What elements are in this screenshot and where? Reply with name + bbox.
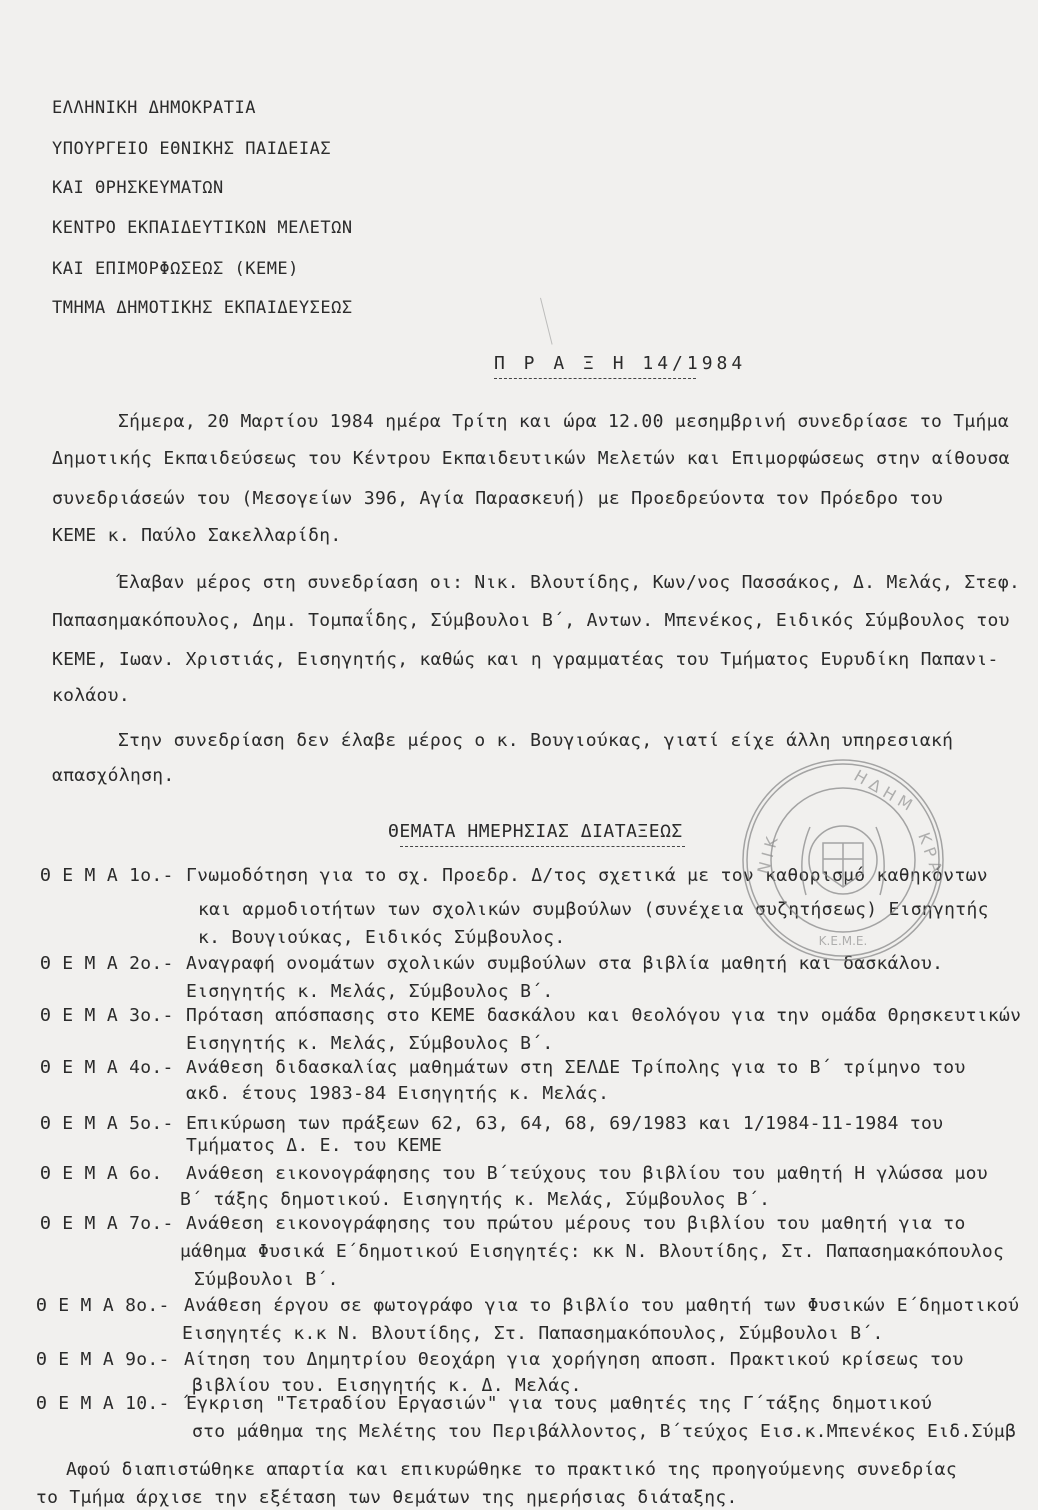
paragraph-line: ΚΕΜΕ, Ιωαν. Χριστιάς, Εισηγητής, καθώς και η γραμματέας του Τμήματος Ευρυδίκη Παπανι- <box>52 649 999 670</box>
svg-text:Κ Ρ Α: Κ Ρ Α <box>914 829 947 876</box>
agenda-item-line: Ανάθεση εικονογράφησης του πρώτου μέρους του βιβλίου του μαθητή για το <box>186 1213 966 1234</box>
paragraph-line: συνεδριάσεών του (Μεσογείων 396, Αγία Παρασκευή) με Προεδρεύοντα τον Πρόεδρο του <box>52 488 943 509</box>
agenda-item-number: Θ Ε Μ Α 2ο.- <box>40 953 174 974</box>
agenda-title-underline <box>400 846 685 847</box>
agenda-item <box>40 1212 1030 1296</box>
svg-text:Ν Ι Κ: Ν Ι Κ <box>753 835 782 877</box>
agenda-item-number: Θ Ε Μ Α 9ο.- <box>36 1349 170 1370</box>
paragraph-line: Σήμερα, 20 Μαρτίου 1984 ημέρα Τρίτη και ώρα 12.00 μεσημβρινή συνεδρίασε το Τμήμα <box>118 411 1009 432</box>
agenda-item <box>40 1004 1030 1064</box>
agenda-item-line: μάθημα Φυσικά Ε΄δημοτικού Εισηγητές: κκ Ν. Βλουτίδης, Στ. Παπασημακόπουλος <box>180 1241 1005 1262</box>
agenda-item-line: Αίτηση του Δημητρίου Θεοχάρη για χορήγηση αποσπ. Πρακτικού κρίσεως του <box>184 1349 964 1370</box>
agenda-item-line: και αρμοδιοτήτων των σχολικών συμβούλων (συνέχεια συζητήσεως) Εισηγητής <box>198 899 989 920</box>
agenda-item-line: Γνωμοδότηση για το σχ. Προεδρ. Δ/τος σχετικά με τον καθορισμό καθηκόντων <box>186 865 988 886</box>
agenda-item-number: Θ Ε Μ Α 10.- <box>36 1393 170 1414</box>
svg-text:Η Δ Η Μ: Η Δ Η Μ <box>850 766 916 815</box>
paragraph-line: απασχόληση. <box>52 765 175 786</box>
agenda-item-line: Σύμβουλοι Β΄. <box>194 1269 339 1290</box>
agenda-item-number: Θ Ε Μ Α 4ο.- <box>40 1057 174 1078</box>
header-line: ΤΜΗΜΑ ΔΗΜΟΤΙΚΗΣ ΕΚΠΑΙΔΕΥΣΕΩΣ <box>52 298 353 318</box>
header-line: ΚΕΝΤΡΟ ΕΚΠΑΙΔΕΥΤΙΚΩΝ ΜΕΛΕΤΩΝ <box>52 218 353 238</box>
paragraph-line: κολάου. <box>52 685 130 706</box>
agenda-item-line: Τμήματος Δ. Ε. του ΚΕΜΕ <box>186 1135 443 1156</box>
paragraph-line: Αφού διαπιστώθηκε απαρτία και επικυρώθηκε το πρακτικό της προηγούμενης συνεδρίας <box>66 1459 957 1480</box>
agenda-title: ΘΕΜΑΤΑ ΗΜΕΡΗΣΙΑΣ ΔΙΑΤΑΞΕΩΣ <box>388 821 683 842</box>
paragraph-line: Δημοτικής Εκπαιδεύσεως του Κέντρου Εκπαιδευτικών Μελετών και Επιμορφώσεως στην αίθουσα <box>52 448 1010 469</box>
header-line: ΥΠΟΥΡΓΕΙΟ ΕΘΝΙΚΗΣ ΠΑΙΔΕΙΑΣ <box>52 139 332 159</box>
paragraph-line: ΚΕΜΕ κ. Παύλο Σακελλαρίδη. <box>52 525 342 546</box>
agenda-item-line: κ. Βουγιούκας, Ειδικός Σύμβουλος. <box>198 927 566 948</box>
agenda-item-line: Επικύρωση των πράξεων 62, 63, 64, 68, 69/1983 και 1/1984-11-1984 του <box>186 1113 944 1134</box>
header-line: ΕΛΛΗΝΙΚΗ ΔΗΜΟΚΡΑΤΙΑ <box>52 98 256 118</box>
agenda-item-line: Εισηγητής κ. Μελάς, Σύμβουλος Β΄. <box>186 981 554 1002</box>
paragraph-line: Παπασημακόπουλος, Δημ. Τομπαΐδης, Σύμβουλοι Β΄, Αντων. Μπενέκος, Ειδικός Σύμβουλος του <box>52 610 1010 631</box>
header-line: ΚΑΙ ΘΡΗΣΚΕΥΜΑΤΩΝ <box>52 178 224 198</box>
agenda-item-number: Θ Ε Μ Α 6ο. <box>40 1163 163 1184</box>
agenda-item-line: Εισηγητές κ.κ Ν. Βλουτίδης, Στ. Παπασημακόπουλος, Σύμβουλοι Β΄. <box>182 1323 884 1344</box>
agenda-item-line: Έγκριση "Τετραδίου Εργασιών" για τους μαθητές της Γ΄τάξης δημοτικού <box>186 1393 933 1414</box>
agenda-item-line: Εισηγητής κ. Μελάς, Σύμβουλος Β΄. <box>186 1033 554 1054</box>
agenda-item-line: ακδ. έτους 1983-84 Εισηγητής κ. Μελάς. <box>186 1083 610 1104</box>
agenda-item-line: στο μάθημα της Μελέτης του Περιβάλλοντος, Β΄τεύχος Εισ.κ.Μπενέκος Ειδ.Σύμβ <box>192 1421 1017 1442</box>
agenda-item-number: Θ Ε Μ Α 3ο.- <box>40 1005 174 1026</box>
act-title: Π Ρ Α Ξ Η 14/1984 <box>494 353 747 374</box>
pen-stroke <box>540 298 553 345</box>
paragraph-line: το Τμήμα άρχισε την εξέταση των θεμάτων της ημερήσιας διάταξης. <box>36 1487 738 1508</box>
agenda-item-line: βιβλίου του. Εισηγητής κ. Δ. Μελάς. <box>192 1375 582 1396</box>
header-line: ΚΑΙ ΕΠΙΜΟΡΦΩΣΕΩΣ (ΚΕΜΕ) <box>52 259 299 279</box>
agenda-item-line: Ανάθεση έργου σε φωτογράφο για το βιβλίο του μαθητή των Φυσικών Ε΄δημοτικού <box>184 1295 1020 1316</box>
agenda-item-line: Ανάθεση εικονογράφησης του Β΄τεύχους του βιβλίου του μαθητή Η γλώσσα μου <box>186 1163 988 1184</box>
agenda-item-number: Θ Ε Μ Α 7ο.- <box>40 1213 174 1234</box>
agenda-item-line: Ανάθεση διδασκαλίας μαθημάτων στη ΣΕΛΔΕ Τρίπολης για το Β΄ τρίμηνο του <box>186 1057 966 1078</box>
agenda-item-number: Θ Ε Μ Α 5ο.- <box>40 1113 174 1134</box>
official-seal <box>738 755 948 965</box>
agenda-item-line: Αναγραφή ονομάτων σχολικών συμβούλων στα βιβλία μαθητή και δασκάλου. <box>186 953 944 974</box>
agenda-item-number: Θ Ε Μ Α 8ο.- <box>36 1295 170 1316</box>
agenda-item <box>40 1056 1030 1116</box>
agenda-item <box>36 1392 1031 1452</box>
paragraph-line: Έλαβαν μέρος στη συνεδρίαση οι: Νικ. Βλουτίδης, Κων/νος Πασσάκος, Δ. Μελάς, Στεφ. <box>118 572 1021 593</box>
agenda-item-line: Β΄ τάξης δημοτικού. Εισηγητής κ. Μελάς, Σύμβουλος Β΄. <box>180 1189 771 1210</box>
svg-text:Κ.Ε.Μ.Ε.: Κ.Ε.Μ.Ε. <box>818 934 868 948</box>
agenda-item <box>36 1294 1031 1354</box>
agenda-item-number: Θ Ε Μ Α 1ο.- <box>40 865 174 886</box>
paragraph-line: Στην συνεδρίαση δεν έλαβε μέρος ο κ. Βουγιούκας, γιατί είχε άλλη υπηρεσιακή <box>118 730 954 751</box>
act-title-underline <box>494 378 696 379</box>
agenda-item-line: Πρόταση απόσπασης στο ΚΕΜΕ δασκάλου και Θεολόγου για την ομάδα Θρησκευτικών <box>186 1005 1022 1026</box>
